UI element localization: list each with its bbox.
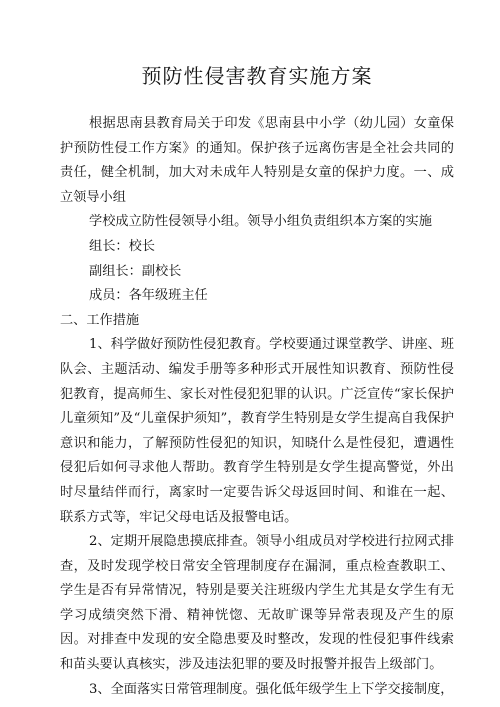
paragraph-measure-3: 3、全面落实日常管理制度。强化低年级学生上下学交接制度， (89, 681, 454, 697)
paragraph-deputy-leader: 副组长：副校长 (89, 263, 182, 279)
paragraph-measure-2: 2、定期开展隐患摸底排查。领导小组成员对学校进行拉网式排查，及时发现学校日常安全管理制度存在漏洞，重点检查教职工、学生是否有异常情况，特别是要关注班级内学生尤其是女学生有无学习成绩突然下滑、精神恍惚、无故旷课等异常表现及产生的原因。对排查中发现的安全隐患要及时整改，发现的性侵犯事件线索和苗头要认真核实，涉及违法犯罪的要及时报警并报告上级部门。 (60, 534, 454, 673)
paragraph-group-leader: 组长：校长 (89, 238, 155, 254)
document-title: 预防性侵害教育实施方案 (141, 64, 373, 88)
paragraph-intro: 根据思南县教育局关于印发《思南县中小学（幼儿园）女童保护预防性侵工作方案》的通知。保护孩子远离伤害是全社会共同的责任，健全机制，加大对未成年人特别是女童的保护力度。一、成立领导小组 (60, 116, 454, 205)
paragraph-members: 成员：各年级班主任 (89, 288, 208, 304)
paragraph-measure-1: 1、科学做好预防性侵犯教育。学校要通过课堂教学、讲座、班队会、主题活动、编发手册等多种形式开展性知识教育、预防性侵犯教育，提高师生、家长对性侵犯犯罪的认识。广泛宣传“家长保护儿童须知”及“儿童保护须知”，教育学生特别是女学生提高自我保护意识和能力，了解预防性侵犯的知识，知晓什么是性侵犯，遭遇性侵犯后如何寻求他人帮助。教育学生特别是女学生提高警觉，外出时尽量结伴而行，离家时一定要告诉父母返回时间、和谁在一起、联系方式等，牢记父母电话及报警电话。 (60, 337, 454, 525)
section-heading-measures: 二、工作措施 (60, 312, 140, 328)
paragraph-leadership-group: 学校成立防性侵领导小组。领导小组负责组织本方案的实施 (89, 214, 432, 230)
